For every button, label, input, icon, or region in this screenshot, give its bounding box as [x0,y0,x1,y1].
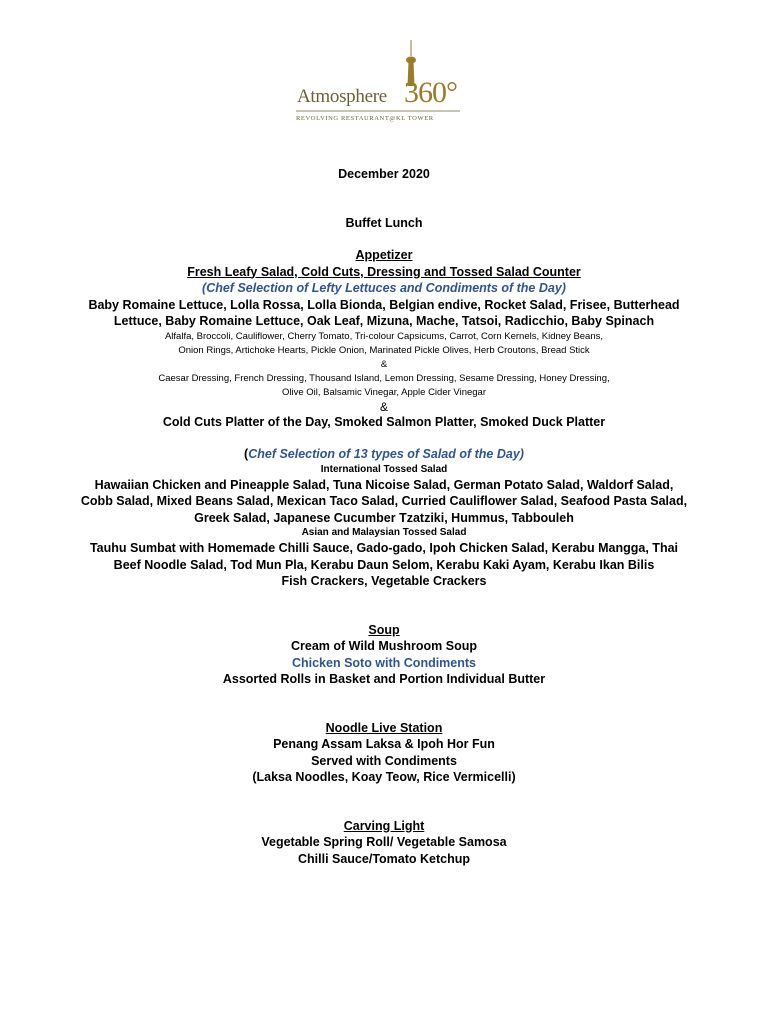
appetizer-chef-note: (Chef Selection of Lefty Lettuces and Condiments of the Day) [202,281,566,295]
carving-item-2: Chilli Sauce/Tomato Ketchup [297,851,470,866]
atmosphere-360-logo [290,40,470,126]
international-line-3: Greek Salad, Japanese Cucumber Tzatziki, Hummus, Tabbouleh [194,510,574,525]
logo-rule [290,40,470,126]
condiments-line-2: Onion Rings, Artichoke Hearts, Pickle Onion, Marinated Pickle Olives, Herb Croutons, Bread Stick [178,344,590,356]
logo-tagline: REVOLVING RESTAURANT@KL TOWER [296,115,434,122]
lettuce-line-2: Lettuce, Baby Romaine Lettuce, Oak Leaf, Mizuna, Mache, Tatsoi, Radicchio, Baby Spinach [113,314,655,328]
international-salad-heading: International Tossed Salad [320,463,448,475]
menu-content [60,166,708,867]
asian-salad-heading: Asian and Malaysian Tossed Salad [301,527,467,538]
noodle-item-3: (Laksa Noodles, Koay Teow, Rice Vermicelli) [252,770,516,784]
soup-item-1: Cream of Wild Mushroom Soup [291,639,477,653]
carving-heading: Carving Light [343,818,425,833]
dressing-line-2: Olive Oil, Balsamic Vinegar, Apple Cider Vinegar [281,386,486,398]
dressing-line-1: Caesar Dressing, French Dressing, Thousand Island, Lemon Dressing, Sesame Dressing, Honey Dressing, [158,372,610,384]
noodle-heading: Noodle Live Station [325,720,443,735]
soup-item-3: Assorted Rolls in Basket and Portion Individual Butter [222,672,546,686]
salad-selection-note [60,446,708,463]
asian-line-1: Tauhu Sumbat with Homemade Chilli Sauce, Gado-gado, Ipoh Chicken Salad, Kerabu Mangga, Thai [89,541,679,555]
menu-meal-title: Buffet Lunch [345,215,423,230]
international-line-2: Cobb Salad, Mixed Beans Salad, Mexican Taco Salad, Curried Cauliflower Salad, Seafood Pasta Salad, [80,494,688,508]
appetizer-heading: Appetizer [355,248,413,262]
asian-line-3: Fish Crackers, Vegetable Crackers [281,574,487,588]
appetizer-counter: Fresh Leafy Salad, Cold Cuts, Dressing and Tossed Salad Counter [187,264,581,279]
salad-note-text: Chef Selection of 13 types of Salad of the Day) [248,447,524,461]
menu-month: December 2020 [338,167,430,181]
salad-note-paren: ( [244,447,249,461]
ampersand-1: & [380,358,388,370]
logo-number: 360° [404,76,457,109]
soup-item-2: Chicken Soto with Condiments [291,655,477,670]
soup-heading: Soup [368,622,400,637]
noodle-item-2: Served with Condiments [311,753,457,768]
carving-item-1: Vegetable Spring Roll/ Vegetable Samosa [261,835,507,849]
cold-cuts-line: Cold Cuts Platter of the Day, Smoked Salmon Platter, Smoked Duck Platter [162,414,606,429]
condiments-line-1: Alfalfa, Broccoli, Cauliflower, Cherry Tomato, Tri-colour Capsicums, Carrot, Corn Kernels, Kidney Beans, [164,330,604,342]
ampersand-2: & [379,399,388,414]
logo-wordmark: Atmosphere [297,86,387,107]
asian-line-2: Beef Noodle Salad, Tod Mun Pla, Kerabu Daun Selom, Kerabu Kaki Ayam, Kerabu Ikan Bilis [113,557,655,572]
noodle-item-1: Penang Assam Laksa & Ipoh Hor Fun [273,737,495,751]
lettuce-line-1: Baby Romaine Lettuce, Lolla Rossa, Lolla Bionda, Belgian endive, Rocket Salad, Frisee, Butterhead [88,297,680,312]
international-line-1: Hawaiian Chicken and Pineapple Salad, Tuna Nicoise Salad, German Potato Salad, Waldorf Salad, [94,477,674,492]
